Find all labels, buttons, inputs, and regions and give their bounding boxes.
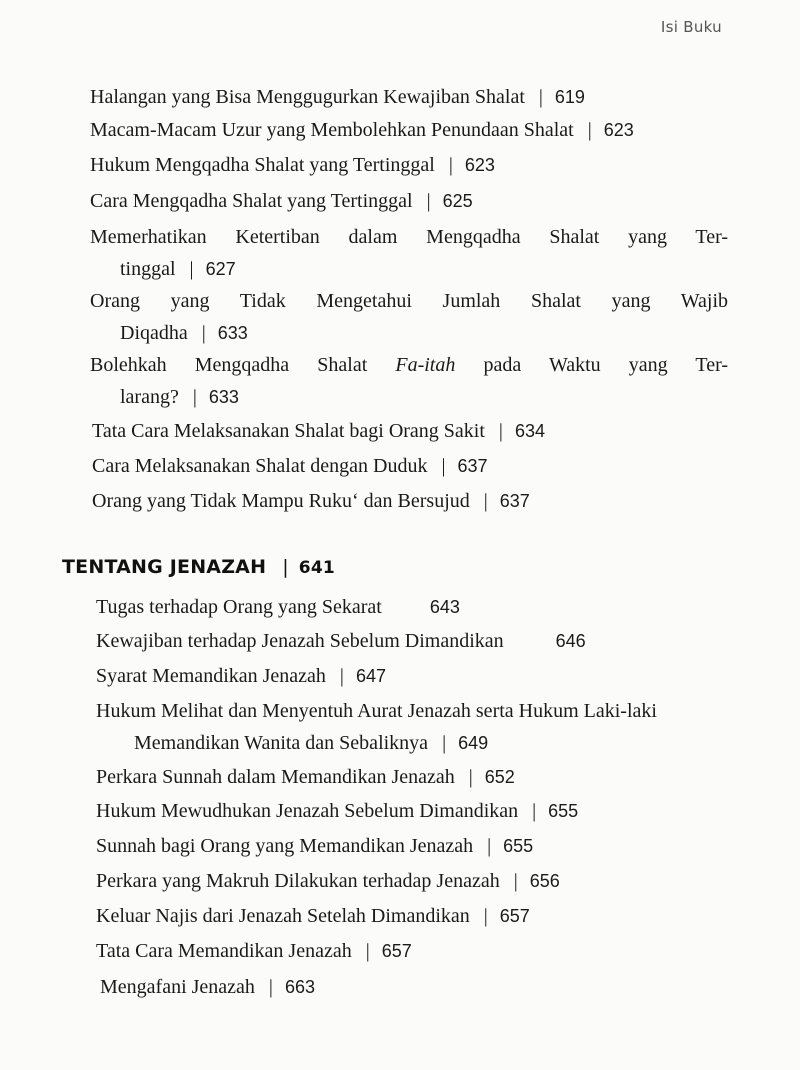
toc-entry: Mengafani Jenazah | 663 xyxy=(100,976,315,998)
toc-entry: Orang yang Tidak Mampu Ruku‘ dan Bersujud | 637 xyxy=(92,490,530,512)
toc-entry-title: Memerhatikan Ketertiban dalam Mengqadha Shalat yang Ter- xyxy=(90,226,728,248)
toc-entry: Syarat Memandikan Jenazah | 647 xyxy=(96,665,386,687)
toc-entry-line2: Memandikan Wanita dan Sebaliknya | 649 xyxy=(134,732,489,754)
toc-entry-title: Sunnah bagi Orang yang Memandikan Jenazah xyxy=(96,835,474,857)
toc-entry-page: 625 xyxy=(442,191,473,211)
toc-entry xyxy=(96,626,586,656)
toc-entry-title: Orang yang Tidak Mengetahui Jumlah Shalat yang Wajib xyxy=(90,290,728,312)
toc-entry-line1 xyxy=(96,696,657,726)
toc-entry-title: Tugas terhadap Orang yang Sekarat xyxy=(96,596,382,618)
toc-entry-page: 663 xyxy=(284,977,315,997)
toc-entry-title-cont: tinggal xyxy=(120,258,176,280)
toc-entry-title: Hukum Melihat dan Menyentuh Aurat Jenazah serta Hukum Laki-laki xyxy=(96,700,657,722)
toc-entry-page: 623 xyxy=(603,120,634,140)
toc-entry-page: 652 xyxy=(484,767,515,787)
toc-entry-page: 637 xyxy=(499,491,530,511)
toc-entry-page: 619 xyxy=(554,87,585,107)
toc-entry-title: Tata Cara Melaksanakan Shalat bagi Orang Sakit xyxy=(92,420,485,442)
toc-entry: Cara Melaksanakan Shalat dengan Duduk | 637 xyxy=(92,455,488,477)
toc-entry: Hukum Mewudhukan Jenazah Sebelum Dimandikan | 655 xyxy=(96,800,579,822)
toc-entry-page: 656 xyxy=(529,871,560,891)
toc-entry-title: Macam-Macam Uzur yang Membolehkan Penundaan Shalat xyxy=(90,119,574,141)
toc-entry: Keluar Najis dari Jenazah Setelah Dimandikan | 657 xyxy=(96,905,530,927)
toc-entry: Sunnah bagi Orang yang Memandikan Jenazah | 655 xyxy=(96,835,534,857)
toc-entry: Tata Cara Memandikan Jenazah | 657 xyxy=(96,940,412,962)
toc-entry-title: Hukum Mewudhukan Jenazah Sebelum Dimandikan xyxy=(96,800,519,822)
toc-entry-page: 634 xyxy=(514,421,545,441)
section-heading: TENTANG JENAZAH | 641 xyxy=(62,556,335,578)
toc-entry-title-b: pada Waktu yang Ter- xyxy=(455,354,728,376)
toc-entry-title-cont: Memandikan Wanita dan Sebaliknya xyxy=(134,732,429,754)
toc-entry: Cara Mengqadha Shalat yang Tertinggal | 625 xyxy=(90,190,473,212)
toc-entry-title: Perkara yang Makruh Dilakukan terhadap Jenazah xyxy=(96,870,500,892)
toc-entry-page: 655 xyxy=(548,801,579,821)
toc-entry-title: Kewajiban terhadap Jenazah Sebelum Dimandikan xyxy=(96,630,504,652)
toc-entry-title-cont: larang? xyxy=(120,386,179,408)
toc-entry-line1 xyxy=(90,222,728,252)
section-page: 641 xyxy=(298,558,335,578)
toc-entry-page: 649 xyxy=(458,733,489,753)
running-head: Isi Buku xyxy=(660,18,722,36)
toc-entry: Tata Cara Melaksanakan Shalat bagi Orang Sakit | 634 xyxy=(92,420,545,442)
toc-entry-title: Orang yang Tidak Mampu Ruku‘ dan Bersujud xyxy=(92,490,470,512)
toc-entry-title: Syarat Memandikan Jenazah xyxy=(96,665,326,687)
toc-entry: Macam-Macam Uzur yang Membolehkan Penundaan Shalat | 623 xyxy=(90,119,634,141)
toc-entry-page: 647 xyxy=(355,666,386,686)
toc-entry-page: 643 xyxy=(429,597,460,617)
toc-entry-page: 633 xyxy=(208,387,239,407)
section-title: TENTANG JENAZAH xyxy=(62,556,267,578)
toc-entry-page: 657 xyxy=(381,941,412,961)
toc-entry-page: 633 xyxy=(217,323,248,343)
toc-entry-title-a: Bolehkah Mengqadha Shalat xyxy=(90,354,396,376)
toc-entry-line1 xyxy=(90,286,728,316)
toc-entry-title: Mengafani Jenazah xyxy=(100,976,255,998)
toc-entry-line2: larang? | 633 xyxy=(120,386,239,408)
toc-entry: Perkara Sunnah dalam Memandikan Jenazah | 652 xyxy=(96,766,515,788)
toc-entry-title-italic: Fa-itah xyxy=(395,354,456,376)
toc-entry: Hukum Mengqadha Shalat yang Tertinggal | 623 xyxy=(90,154,495,176)
toc-entry-title-cont: Diqadha xyxy=(120,322,188,344)
toc-entry-page: 655 xyxy=(503,836,534,856)
toc-entry-page: 623 xyxy=(464,155,495,175)
toc-entry-page: 637 xyxy=(457,456,488,476)
toc-entry xyxy=(96,592,460,622)
toc-entry-title: Cara Melaksanakan Shalat dengan Duduk xyxy=(92,455,428,477)
toc-entry: Perkara yang Makruh Dilakukan terhadap Jenazah | 656 xyxy=(96,870,560,892)
toc-entry-title: Halangan yang Bisa Menggugurkan Kewajiban Shalat xyxy=(90,86,525,108)
toc-entry-title: Keluar Najis dari Jenazah Setelah Dimandikan xyxy=(96,905,470,927)
toc-entry-title: Perkara Sunnah dalam Memandikan Jenazah xyxy=(96,766,455,788)
toc-entry: Halangan yang Bisa Menggugurkan Kewajiban Shalat | 619 xyxy=(90,86,585,108)
toc-entry-page: 646 xyxy=(555,631,586,651)
toc-entry-title: Hukum Mengqadha Shalat yang Tertinggal xyxy=(90,154,435,176)
toc-entry-title: Tata Cara Memandikan Jenazah xyxy=(96,940,352,962)
toc-entry-line1 xyxy=(90,350,728,380)
toc-entry-title: Cara Mengqadha Shalat yang Tertinggal xyxy=(90,190,413,212)
toc-entry-page: 627 xyxy=(205,259,236,279)
toc-entry-page: 657 xyxy=(499,906,530,926)
toc-entry-line2: tinggal | 627 xyxy=(120,258,236,280)
toc-entry-line2: Diqadha | 633 xyxy=(120,322,248,344)
